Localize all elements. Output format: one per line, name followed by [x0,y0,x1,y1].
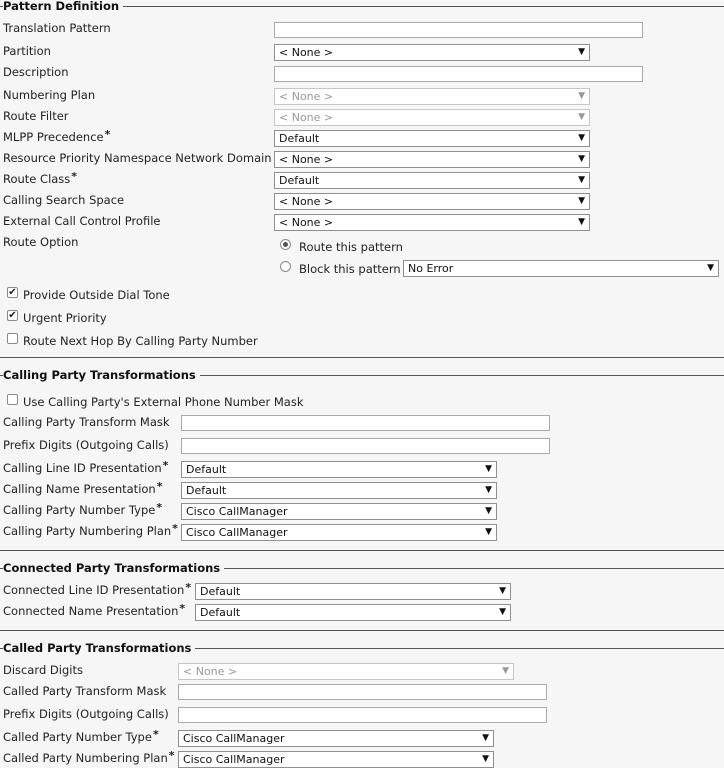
section-title-calling-party: Calling Party Transformations [3,368,200,382]
route-class-label: Route Class* [3,170,78,186]
resource-priority-value: < None > [279,153,334,166]
translation-pattern-input[interactable] [274,22,643,38]
calling-numbering-plan-label: Calling Party Numbering Plan* [3,522,178,538]
dropdown-arrow-icon: ▼ [485,464,492,474]
mlpp-precedence-label: MLPP Precedence* [3,128,111,144]
mlpp-precedence-value: Default [279,132,320,145]
partition-value: < None > [279,46,334,59]
calling-transform-mask-label: Calling Party Transform Mask [3,415,170,429]
calling-name-presentation-select[interactable] [181,482,497,499]
resource-priority-label: Resource Priority Namespace Network Domain [3,151,272,165]
called-transform-mask-input[interactable] [178,684,547,700]
calling-name-presentation-value: Default [186,484,227,497]
dropdown-arrow-icon: ▼ [578,175,585,185]
discard-digits-select [178,663,514,680]
block-reason-value: No Error [408,262,454,275]
called-number-type-select[interactable] [178,730,494,747]
discard-digits-value: < None > [183,665,238,678]
connected-line-id-value: Default [200,585,241,598]
dropdown-arrow-icon: ▼ [578,47,585,57]
section-title-called-party: Called Party Transformations [3,641,195,655]
connected-line-id-label: Connected Line ID Presentation* [3,581,192,597]
calling-transform-mask-input[interactable] [181,415,550,431]
dropdown-arrow-icon: ▼ [485,485,492,495]
calling-prefix-digits-input[interactable] [181,438,550,454]
dropdown-arrow-icon: ▼ [578,217,585,227]
called-number-type-value: Cisco CallManager [183,732,285,745]
calling-number-type-value: Cisco CallManager [186,505,288,518]
called-numbering-plan-select[interactable] [178,751,494,768]
dropdown-arrow-icon: ▼ [485,506,492,516]
calling-number-type-label: Calling Party Number Type* [3,501,163,517]
dropdown-arrow-icon: ▼ [578,196,585,206]
dropdown-arrow-icon: ▼ [578,112,585,122]
block-this-pattern-radio[interactable] [280,261,291,272]
route-next-hop-checkbox[interactable] [7,333,18,344]
provide-outside-dial-tone-label: Provide Outside Dial Tone [23,288,170,302]
numbering-plan-value: < None > [279,90,334,103]
translation-pattern-label: Translation Pattern [3,21,111,35]
calling-line-id-value: Default [186,463,227,476]
provide-outside-dial-tone-checkbox[interactable]: ✔ [8,287,17,298]
calling-search-space-label: Calling Search Space [3,193,125,207]
connected-name-presentation-value: Default [200,606,241,619]
calling-line-id-select[interactable] [181,461,497,478]
calling-prefix-digits-label: Prefix Digits (Outgoing Calls) [3,438,169,452]
ext-call-control-label: External Call Control Profile [3,214,161,228]
calling-search-space-value: < None > [279,195,334,208]
called-transform-mask-label: Called Party Transform Mask [3,684,167,698]
dropdown-arrow-icon: ▼ [499,607,506,617]
use-external-mask-checkbox[interactable] [7,394,18,405]
description-input[interactable] [274,66,643,82]
section-divider [0,357,724,358]
route-filter-value: < None > [279,111,334,124]
calling-numbering-plan-value: Cisco CallManager [186,526,288,539]
section-title-pattern-definition: Pattern Definition [3,0,123,13]
section-title-connected-party: Connected Party Transformations [3,561,224,575]
dropdown-arrow-icon: ▼ [485,527,492,537]
section-divider [0,630,724,631]
numbering-plan-label: Numbering Plan [3,88,96,102]
connected-name-presentation-select[interactable] [195,604,511,621]
dropdown-arrow-icon: ▼ [499,586,506,596]
called-number-type-label: Called Party Number Type* [3,728,159,744]
route-class-select[interactable] [274,172,590,189]
resource-priority-select[interactable] [274,151,590,168]
calling-line-id-label: Calling Line ID Presentation* [3,459,169,475]
calling-search-space-select[interactable] [274,193,590,210]
dropdown-arrow-icon: ▼ [578,133,585,143]
section-divider [0,550,724,551]
dropdown-arrow-icon: ▼ [502,666,509,676]
dropdown-arrow-icon: ▼ [482,754,489,764]
calling-numbering-plan-select[interactable] [181,524,497,541]
route-filter-select [274,109,590,126]
route-next-hop-label: Route Next Hop By Calling Party Number [23,334,258,348]
mlpp-precedence-select[interactable] [274,130,590,147]
partition-select[interactable] [274,44,590,61]
route-class-value: Default [279,174,320,187]
called-prefix-digits-input[interactable] [178,707,547,723]
urgent-priority-checkbox[interactable]: ✔ [8,310,17,321]
partition-label: Partition [3,44,51,58]
connected-line-id-select[interactable] [195,583,511,600]
calling-name-presentation-label: Calling Name Presentation* [3,480,163,496]
use-external-mask-label: Use Calling Party's External Phone Number Mask [23,395,304,409]
calling-number-type-select[interactable] [181,503,497,520]
route-filter-label: Route Filter [3,109,69,123]
urgent-priority-label: Urgent Priority [23,311,107,325]
description-label: Description [3,65,69,79]
called-prefix-digits-label: Prefix Digits (Outgoing Calls) [3,707,169,721]
dropdown-arrow-icon: ▼ [578,91,585,101]
called-numbering-plan-value: Cisco CallManager [183,753,285,766]
dropdown-arrow-icon: ▼ [707,263,714,273]
route-this-pattern-label: Route this pattern [299,240,403,254]
dropdown-arrow-icon: ▼ [482,733,489,743]
route-option-label: Route Option [3,235,79,249]
connected-name-presentation-label: Connected Name Presentation* [3,602,186,618]
discard-digits-label: Discard Digits [3,663,83,677]
block-reason-select[interactable] [403,260,719,277]
block-this-pattern-label: Block this pattern [299,262,401,276]
ext-call-control-value: < None > [279,216,334,229]
ext-call-control-select[interactable] [274,214,590,231]
numbering-plan-select [274,88,590,105]
dropdown-arrow-icon: ▼ [578,154,585,164]
route-this-pattern-radio[interactable] [280,239,291,250]
called-numbering-plan-label: Called Party Numbering Plan* [3,749,175,765]
